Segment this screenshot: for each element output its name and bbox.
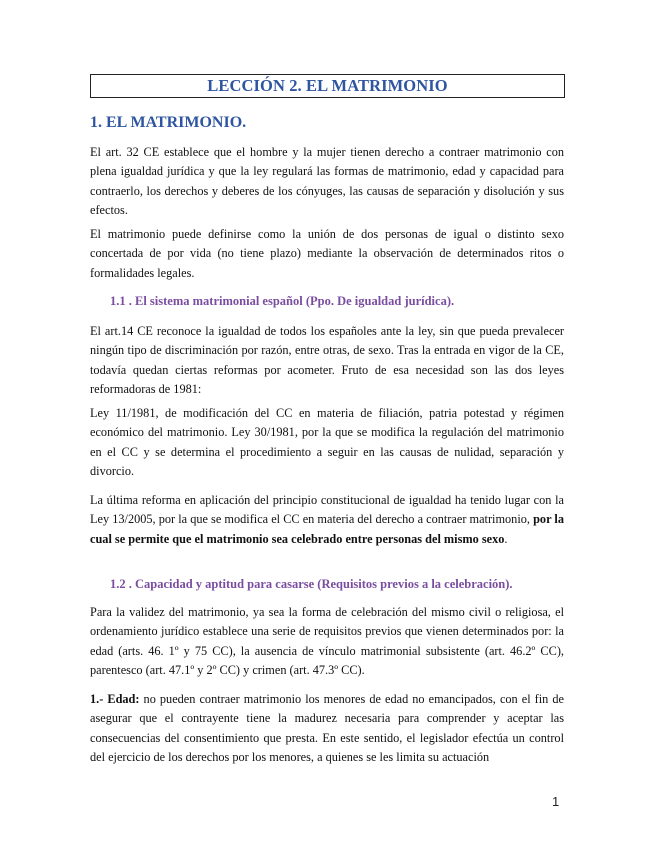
paragraph-1: El art. 32 CE establece que el hombre y la mujer tienen derecho a contraer matrimonio con plena igualdad jurídica y que la ley regulará las formas de matrimonio, edad y capacidad para contraerlo, los derechos y deberes de los cónyuges, las causas de separación y disolución y sus efectos.: [90, 145, 564, 218]
paragraph-5-text: La última reforma en aplicación del principio constitucional de igualdad ha tenido lugar con la Ley 13/2005, por la que se modifica el CC en materia del derecho a contraer matrimonio,: [90, 493, 564, 527]
section-heading: 1. EL MATRIMONIO.: [90, 114, 247, 131]
subheading-1-1: 1.1 . El sistema matrimonial español (Ppo. De igualdad jurídica).: [110, 294, 455, 308]
paragraph-7-text: no pueden contraer matrimonio los menores de edad no emancipados, con el fin de asegurar que el contrayente tiene la madurez necesaria para comprender y aceptar las consecuencias del consentimiento que presta. En este sentido, el legislador efectúa un control del ejercicio de los derechos por los menores, a quienes se les limita su actuación: [90, 692, 564, 765]
paragraph-5-end: .: [504, 531, 508, 546]
paragraph-7-label: 1.- Edad:: [90, 692, 140, 706]
paragraph-5: [90, 491, 564, 549]
paragraph-6: Para la validez del matrimonio, ya sea la forma de celebración del mismo civil o religiosa, el ordenamiento jurídico establece una serie de requisitos previos que vienen determinados por: la edad (arts. 46. 1º y 75 CC), la ausencia de vínculo matrimonial subsistente (art. 46.2º CC), parentesco (art. 47.1º y 2º CC) y crimen (art. 47.3º CC).: [90, 605, 564, 678]
document-title: LECCIÓN 2. EL MATRIMONIO: [207, 76, 448, 95]
paragraph-3: El art.14 CE reconoce la igualdad de todos los españoles ante la ley, sin que pueda prevalecer ningún tipo de discriminación por razón, entre otras, de sexo. Tras la entrada en vigor de la CE, todavía quedan ciertas reformas por acometer. Fruto de esa necesidad son las dos leyes reformadoras de 1981:: [90, 324, 564, 397]
title-box: [90, 74, 565, 98]
paragraph-7: [90, 690, 564, 768]
paragraph-4: Ley 11/1981, de modificación del CC en materia de filiación, patria potestad y régimen económico del matrimonio. Ley 30/1981, por la que se modifica la regulación del matrimonio en el CC y se determina el procedimiento a seguir en las causas de nulidad, separación y divorcio.: [90, 406, 564, 479]
page-number: 1: [552, 794, 560, 809]
paragraph-5-emphasis: por la cual se permite que el matrimonio sea celebrado entre personas del mismo sexo: [90, 512, 564, 546]
paragraph-2: El matrimonio puede definirse como la unión de dos personas de igual o distinto sexo concertada de por vida (no tiene plazo) mediante la observación de determinados ritos o formalidades legales.: [90, 227, 564, 280]
subheading-1-2: 1.2 . Capacidad y aptitud para casarse (Requisitos previos a la celebración).: [110, 577, 513, 591]
